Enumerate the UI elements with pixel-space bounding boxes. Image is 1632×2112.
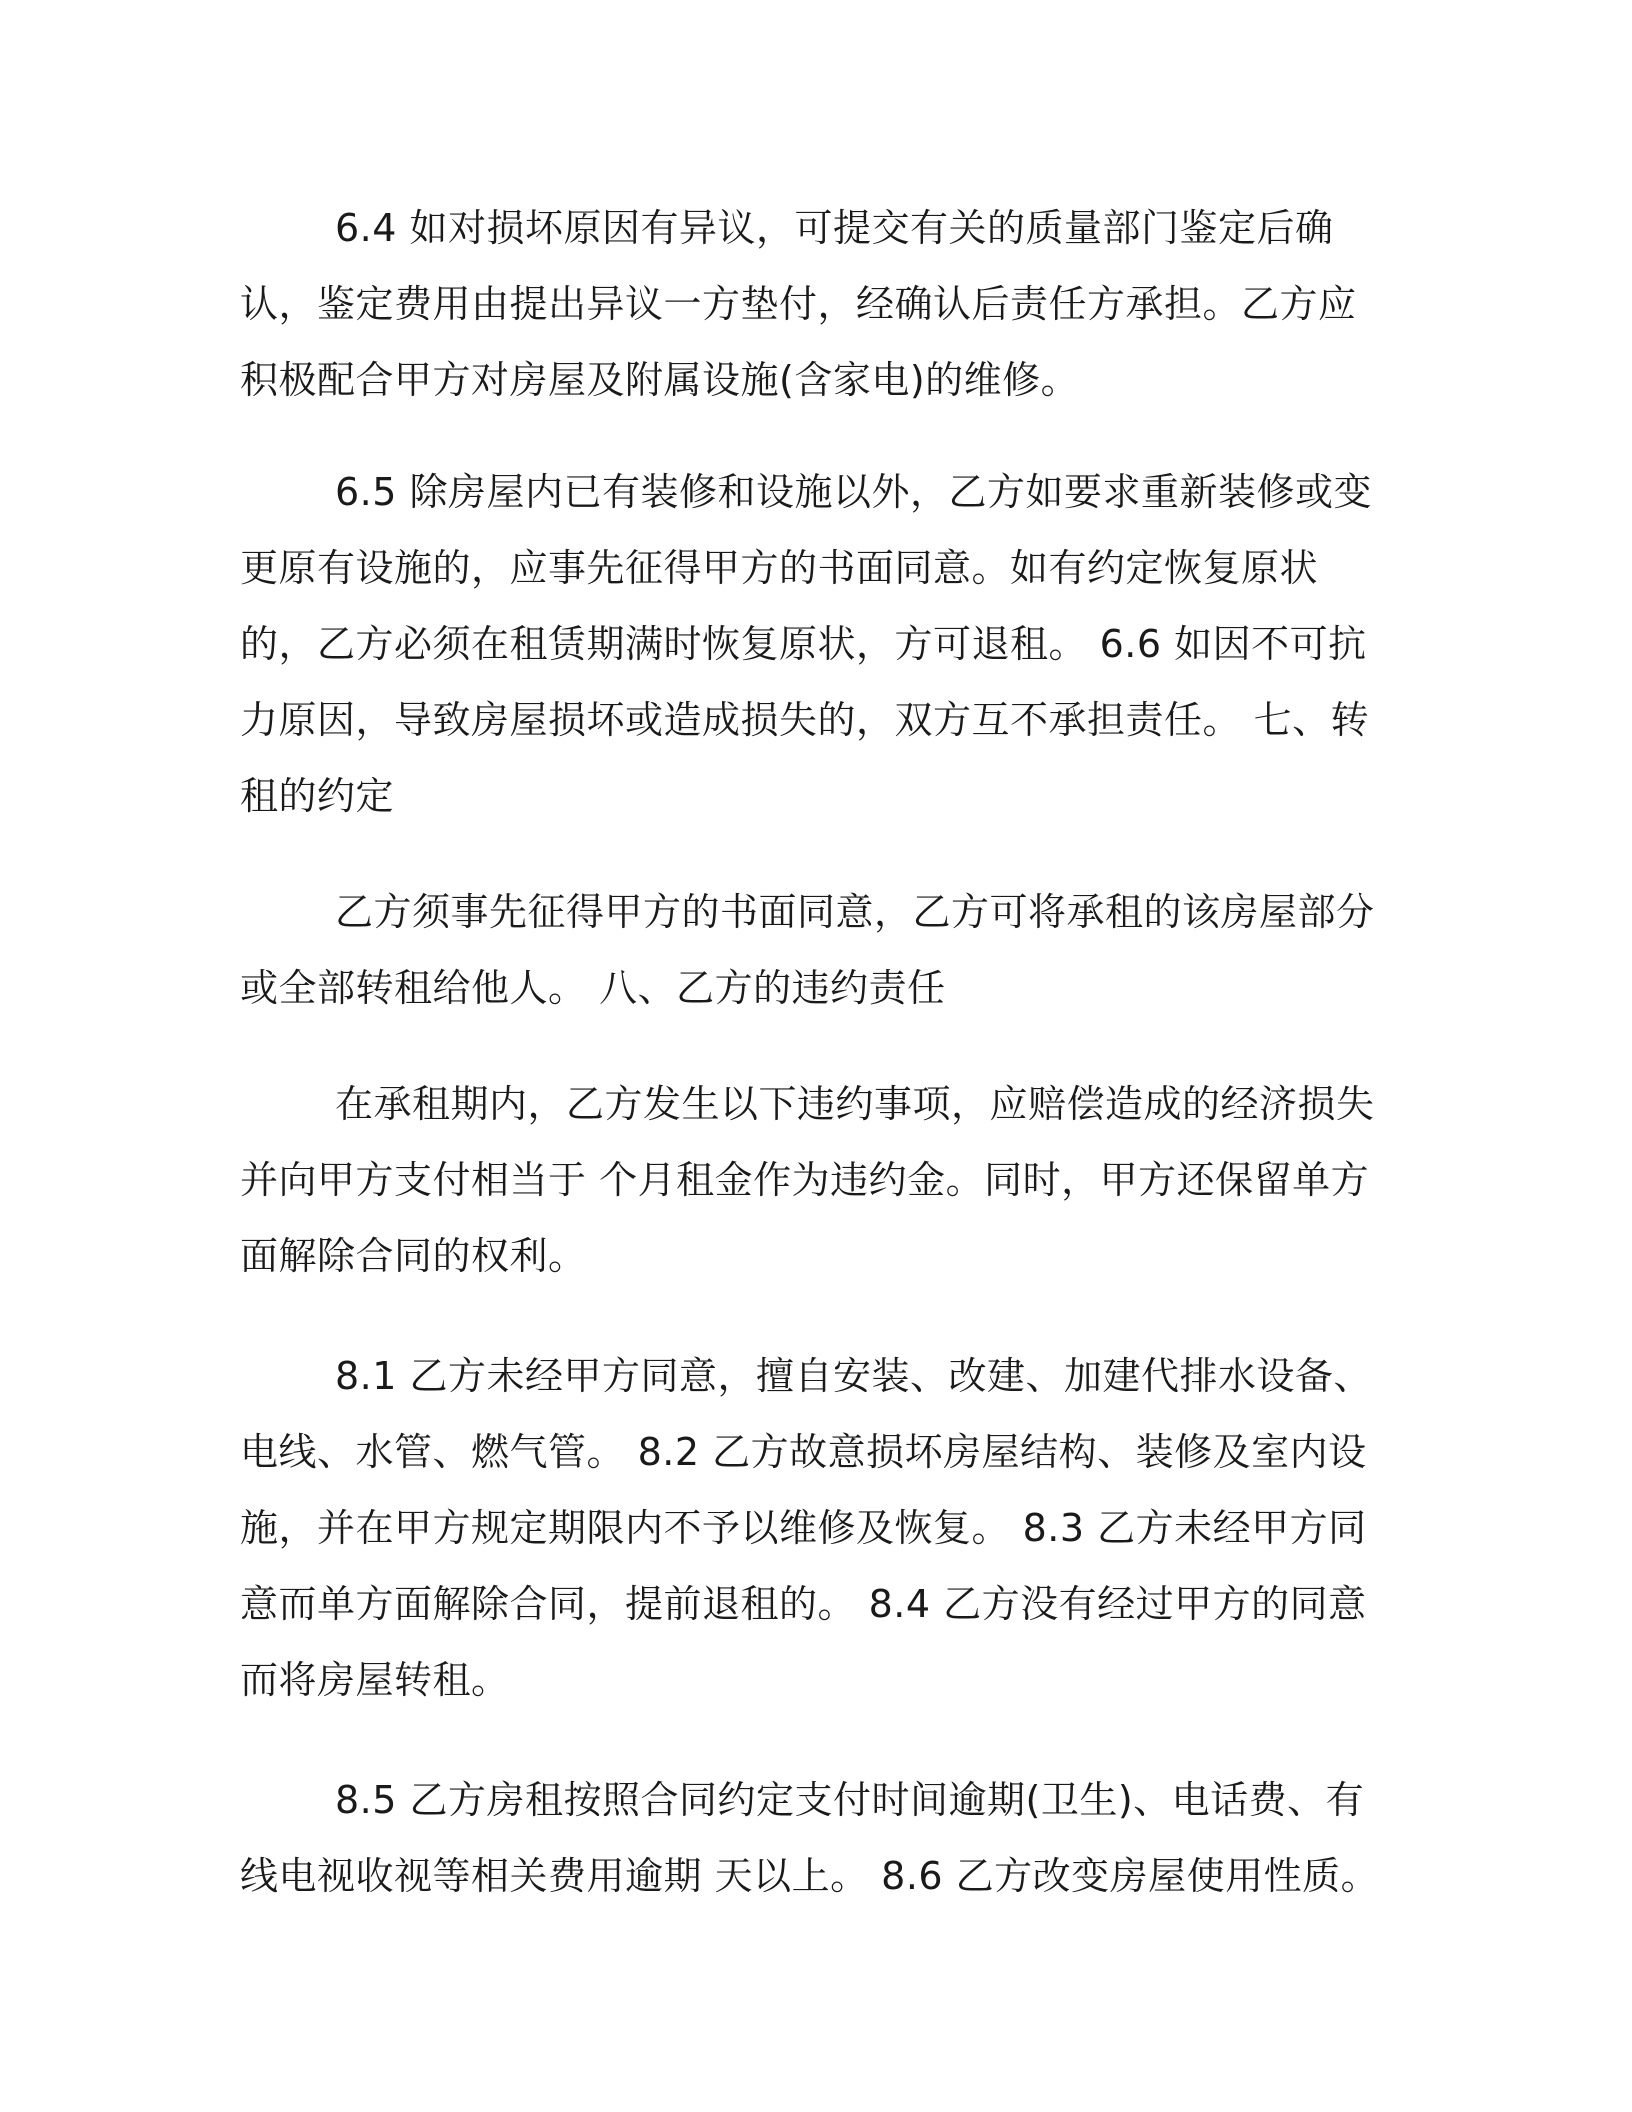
paragraph-6-5: 6.5 除房屋内已有装修和设施以外，乙方如要求重新装修或变更原有设施的，应事先征得甲方的书面同意。如有约定恢复原状的，乙方必须在租赁期满时恢复原状，方可退租。 6.6 如因不可抗力原因，导致房屋损坏或造成损失的，双方互不承担责任。 七、转租的约定 [240,470,1373,818]
document-body [240,190,1380,1914]
paragraph-sublease: 乙方须事先征得甲方的书面同意，乙方可将承租的该房屋部分或全部转租给他人。 八、乙方的违约责任 [240,890,1375,1010]
paragraph-8-5: 8.5 乙方房租按照合同约定支付时间逾期(卫生)、电话费、有线电视收视等相关费用逾期 天以上。 8.6 乙方改变房屋使用性质。 [240,1778,1380,1898]
paragraph-breach-intro: 在承租期内，乙方发生以下违约事项，应赔偿造成的经济损失并向甲方支付相当于 个月租金作为违约金。同时，甲方还保留单方面解除合同的权利。 [240,1082,1375,1278]
paragraph-6-4: 6.4 如对损坏原因有异议，可提交有关的质量部门鉴定后确认，鉴定费用由提出异议一方垫付，经确认后责任方承担。乙方应积极配合甲方对房屋及附属设施(含家电)的维修。 [240,206,1357,402]
paragraph-8-1: 8.1 乙方未经甲方同意，擅自安装、改建、加建代排水设备、电线、水管、燃气管。 8.2 乙方故意损坏房屋结构、装修及室内设施，并在甲方规定期限内不予以维修及恢复。 8.3 乙方未经甲方同意而单方面解除合同，提前退租的。 8.4 乙方没有经过甲方的同意而将房屋转租。 [240,1354,1373,1702]
